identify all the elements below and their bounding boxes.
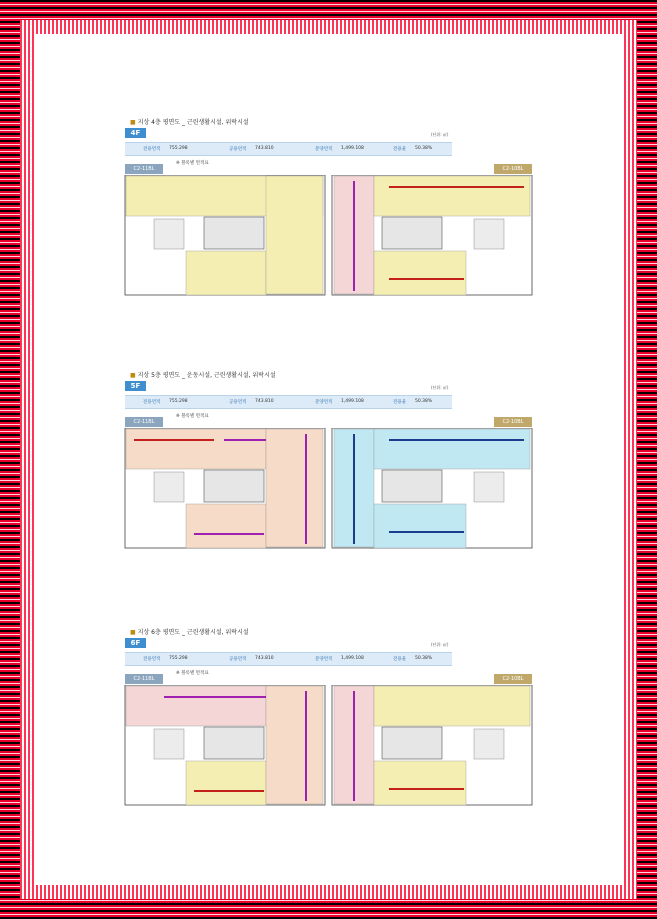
unit-note: (단위: ㎡) bbox=[431, 385, 449, 390]
left-block-plan bbox=[125, 428, 325, 548]
area-value: 755.298 bbox=[169, 146, 188, 151]
area-label: 분양면적 bbox=[315, 147, 333, 152]
area-label: 전용율 bbox=[393, 400, 407, 405]
area-value: 743.810 bbox=[255, 146, 274, 151]
unit-note: (단위: ㎡) bbox=[431, 132, 449, 137]
block-tag-right: C2-10BL bbox=[494, 674, 532, 684]
area-label: 분양면적 bbox=[315, 400, 333, 405]
bullet-icon: ■ bbox=[130, 372, 136, 379]
area-label: 전용율 bbox=[393, 147, 407, 152]
area-value: 50.38% bbox=[415, 399, 433, 404]
floor-badge: 5F bbox=[125, 381, 146, 391]
area-summary-bar bbox=[125, 142, 452, 156]
area-label: 공용면적 bbox=[229, 657, 247, 662]
block-tag-left: C2-11BL bbox=[125, 674, 163, 684]
area-table-note: ※ 블록별 면적표 bbox=[176, 161, 209, 166]
area-label: 공용면적 bbox=[229, 147, 247, 152]
document-page bbox=[34, 34, 623, 885]
area-value: 50.38% bbox=[415, 656, 433, 661]
floor-badge: 6F bbox=[125, 638, 146, 648]
floor-plan bbox=[34, 685, 623, 809]
left-block-plan bbox=[125, 685, 325, 805]
area-label: 분양면적 bbox=[315, 657, 333, 662]
block-tag-right: C2-10BL bbox=[494, 164, 532, 174]
area-value: 1,499.108 bbox=[341, 399, 364, 404]
left-block-plan bbox=[125, 175, 325, 295]
section-title: ■ 지상 6층 평면도 _ 근린생활시설, 위락시설 bbox=[130, 629, 249, 636]
right-block-plan bbox=[332, 175, 532, 295]
section-title: ■ 지상 4층 평면도 _ 근린생활시설, 위락시설 bbox=[130, 119, 249, 126]
area-value: 743.810 bbox=[255, 399, 274, 404]
area-value: 755.298 bbox=[169, 399, 188, 404]
area-table-note: ※ 블록별 면적표 bbox=[176, 414, 209, 419]
bullet-icon: ■ bbox=[130, 119, 136, 126]
block-tag-left: C2-11BL bbox=[125, 164, 163, 174]
area-label: 전용면적 bbox=[143, 657, 161, 662]
section-title: ■ 지상 5층 평면도 _ 운동시설, 근린생활시설, 위락시설 bbox=[130, 372, 276, 379]
area-label: 전용면적 bbox=[143, 400, 161, 405]
area-summary-bar bbox=[125, 395, 452, 409]
bullet-icon: ■ bbox=[130, 629, 136, 636]
area-label: 전용율 bbox=[393, 657, 407, 662]
area-value: 1,499.108 bbox=[341, 146, 364, 151]
floor-badge: 4F bbox=[125, 128, 146, 138]
right-block-plan bbox=[332, 685, 532, 805]
unit-note: (단위: ㎡) bbox=[431, 642, 449, 647]
area-label: 전용면적 bbox=[143, 147, 161, 152]
block-tag-left: C2-11BL bbox=[125, 417, 163, 427]
area-value: 50.38% bbox=[415, 146, 433, 151]
area-table-note: ※ 블록별 면적표 bbox=[176, 671, 209, 676]
floor-plan bbox=[34, 175, 623, 299]
right-block-plan bbox=[332, 428, 532, 548]
area-summary-bar bbox=[125, 652, 452, 666]
area-value: 755.298 bbox=[169, 656, 188, 661]
area-value: 743.810 bbox=[255, 656, 274, 661]
block-tag-right: C2-10BL bbox=[494, 417, 532, 427]
area-label: 공용면적 bbox=[229, 400, 247, 405]
area-value: 1,499.108 bbox=[341, 656, 364, 661]
floor-plan bbox=[34, 428, 623, 552]
